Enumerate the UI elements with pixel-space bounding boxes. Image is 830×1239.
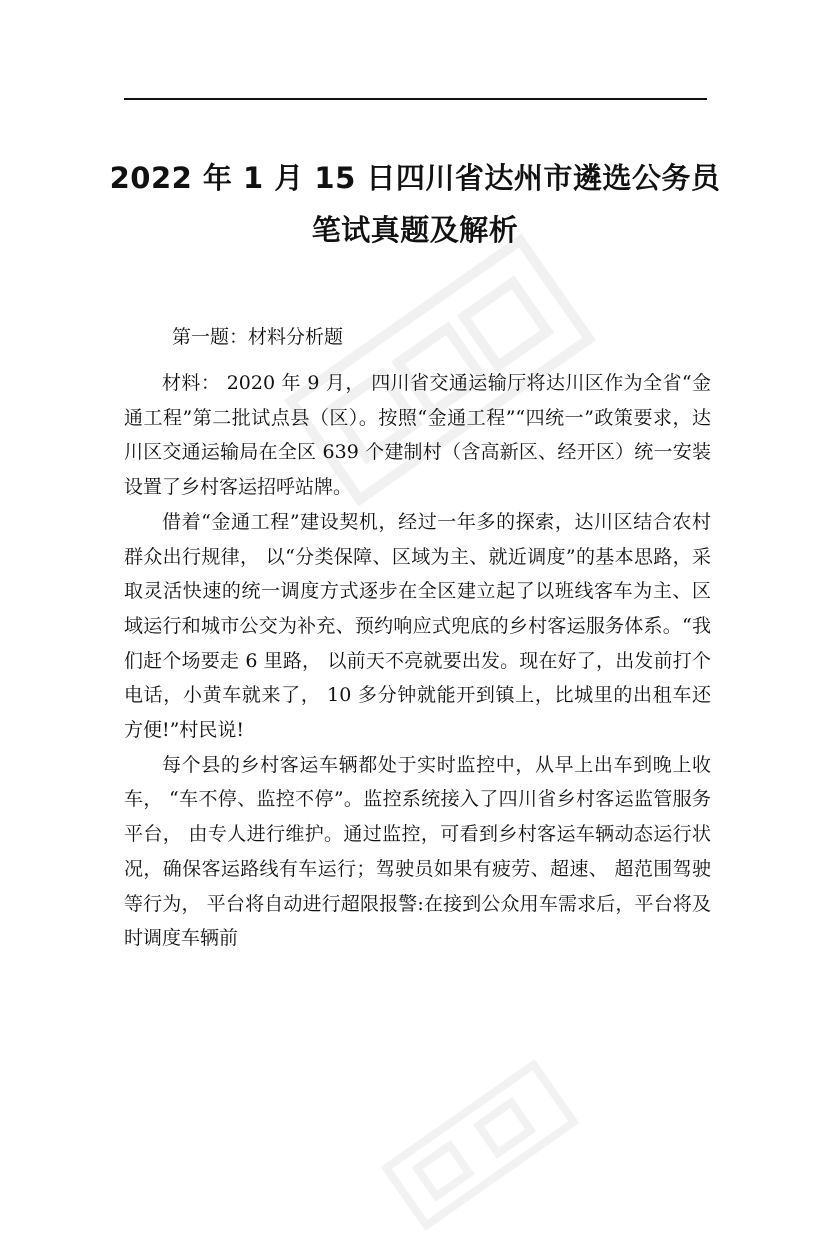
watermark-graphic-bottom [372, 1051, 587, 1239]
body-text [124, 366, 711, 956]
header-rule [124, 98, 707, 100]
paragraph-3: 每个县的乡村客运车辆都处于实时监控中，从早上出车到晚上收车， “车不停、监控不停”。监控系统接入了四川省乡村客运监管服务平台， 由专人进行维护。通过监控，可看到乡村客运车辆动态运行状况，确保客运路线有车运行；驾驶员如果有疲劳、超速、 超范围驾驶等行为， 平台将自动进行超限报警:在接到公众用车需求后，平台将及时调度车辆前 [124, 753, 711, 950]
document-title [100, 152, 730, 256]
section-heading: 第一题：材料分析题 [172, 326, 344, 348]
title-line-1: 2022 年 1 月 15 日四川省达州市遴选公务员 [109, 161, 721, 195]
title-line-2: 笔试真题及解析 [311, 213, 519, 247]
paragraph-2: 借着“金通工程”建设契机，经过一年多的探索，达川区结合农村群众出行规律， 以“分类保障、区域为主、就近调度”的基本思路，采取灵活快速的统一调度方式逐步在全区建立起了以班线客车为主、区域运行和城市公交为补充、预约响应式兜底的乡村客运服务体系。“我们赶个场要走 6 里路， 以前天不亮就要出发。现在好了，出发前打个电话，小黄车就来了， 10 多分钟就能开到镇上，比城里的出租车还方便!”村民说! [124, 510, 711, 742]
paragraph-1: 材料： 2020 年 9 月， 四川省交通运输厅将达川区作为全省“金通工程”第二批试点县（区）。按照“金通工程”“四统一”政策要求，达川区交通运输局在全区 639 个建制村（含高新区、经开区）统一安装设置了乡村客运招呼站牌。 [124, 372, 711, 499]
